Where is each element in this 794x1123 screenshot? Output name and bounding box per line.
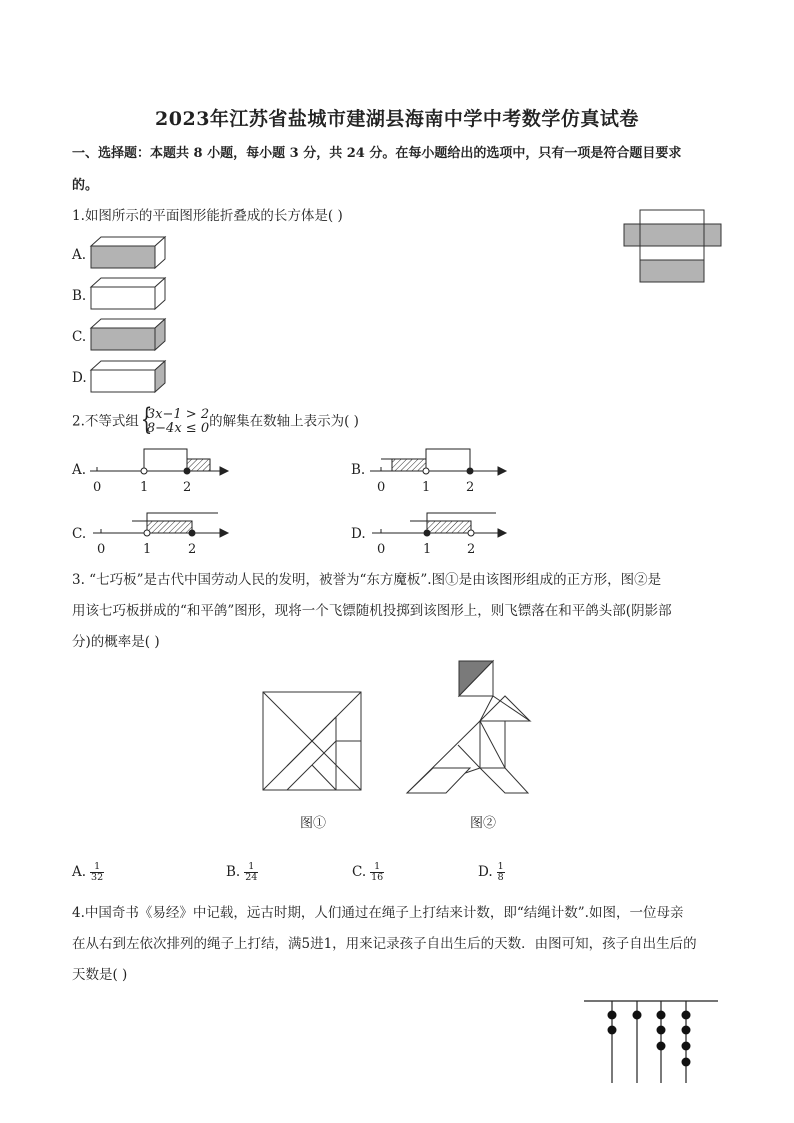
page-title: 2023年江苏省盐城市建湖县海南中学中考数学仿真试卷 <box>155 108 639 130</box>
q3-option-d-num: 1 <box>497 861 504 872</box>
q2-ineq-1: { 3x−1 > 2 <box>146 407 210 422</box>
q3-line-3: 分)的概率是( ) <box>72 634 160 650</box>
q2-option-c-label: C. <box>72 526 87 542</box>
q2-c-tick-1: 1 <box>143 542 152 557</box>
q3-option-b-num: 1 <box>244 862 258 873</box>
q2-d-tick-2: 2 <box>467 542 476 557</box>
q2-d-tick-1: 1 <box>423 542 432 557</box>
q3-option-c-num: 1 <box>370 862 384 873</box>
q2-stem-post: 的解集在数轴上表示为( ) <box>209 413 359 430</box>
q1-stem: 1.如图所示的平面图形能折叠成的长方体是( ) <box>72 208 343 224</box>
q4-line-3: 天数是( ) <box>72 967 128 983</box>
q3-option-d-label: D. <box>478 864 493 880</box>
q2-b-tick-2: 2 <box>466 480 475 495</box>
section-heading: 一、选择题：本题共 8 小题，每小题 3 分，共 24 分。在每小题给出的选项中，只有一项是符合题目要求 <box>72 146 682 161</box>
q2-c-tick-0: 0 <box>97 542 106 557</box>
q1-option-a-label: A. <box>72 247 87 263</box>
q2-option-a-label: A. <box>72 462 87 478</box>
q3-fig2-caption: 图② <box>470 816 497 831</box>
q2-a-tick-0: 0 <box>93 480 102 495</box>
q3-fig1-caption: 图① <box>300 816 327 831</box>
q3-option-b-den: 24 <box>245 872 258 883</box>
q2-c-tick-2: 2 <box>188 542 197 557</box>
q2-option-d-label: D. <box>351 526 366 542</box>
q2-b-tick-0: 0 <box>377 480 386 495</box>
q4-line-1: 4.中国奇书《易经》中记载，远古时期，人们通过在绳子上打结来计数，即“结绳计数”.如图，一位母亲 <box>72 905 684 921</box>
q2-b-tick-1: 1 <box>422 480 431 495</box>
q2-option-b-label: B. <box>351 462 366 478</box>
q3-option-a-num: 1 <box>90 862 104 873</box>
q3-option-c-label: C. <box>352 864 367 880</box>
q3-option-a-label: A. <box>72 864 87 880</box>
q1-option-c-label: C. <box>72 329 87 345</box>
q4-line-2: 在从右到左依次排列的绳子上打结，满5进1，用来记录孩子自出生后的天数．由图可知，孩子自出生后的 <box>72 936 697 952</box>
q3-option-d-den: 8 <box>497 872 504 883</box>
section-heading-cont: 的。 <box>72 178 99 193</box>
q1-option-d-label: D. <box>72 370 87 386</box>
q2-stem-pre: 2.不等式组 <box>72 413 139 430</box>
q3-option-b-label: B. <box>226 864 241 880</box>
q3-option-a-den: 32 <box>91 872 104 883</box>
q3-line-1: 3. “七巧板”是古代中国劳动人民的发明，被誉为“东方魔板”.图①是由该图形组成的正方形，图②是 <box>72 572 662 588</box>
q3-line-2: 用该七巧板拼成的“和平鸽”图形，现将一个飞镖随机投掷到该图形上，则飞镖落在和平鸽头部(阴影部 <box>72 603 672 619</box>
q2-a-tick-1: 1 <box>140 480 149 495</box>
q2-ineq-2: 8−4x ≤ 0 <box>146 421 210 436</box>
q2-d-tick-0: 0 <box>377 542 386 557</box>
q2-a-tick-2: 2 <box>183 480 192 495</box>
q1-option-b-label: B. <box>72 288 87 304</box>
q3-option-c-den: 16 <box>371 872 384 883</box>
